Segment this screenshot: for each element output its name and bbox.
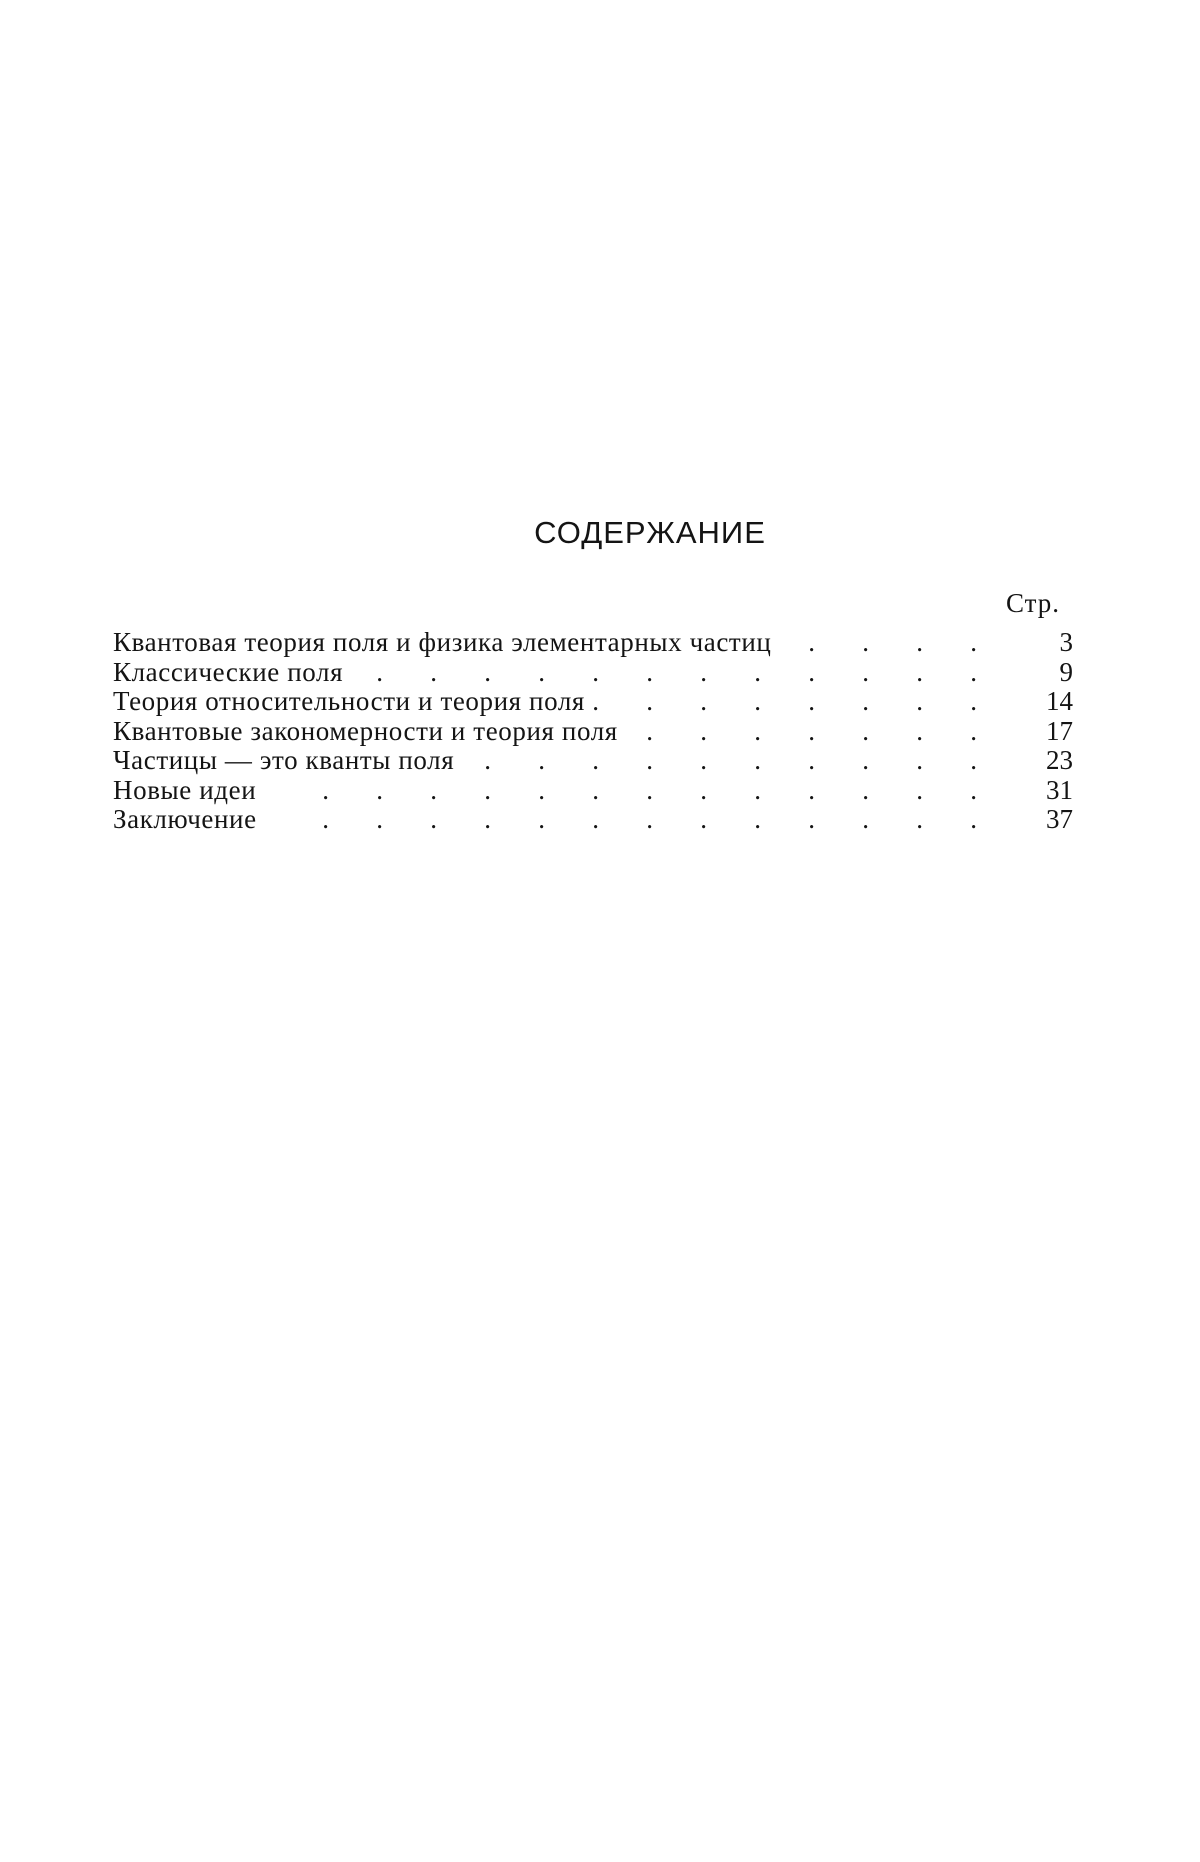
toc-entry[interactable] [113,746,1073,776]
toc-entry-title: Новые идеи [113,776,264,806]
toc-entry-title: Классические поля [113,658,351,688]
page-column-header: Стр. [1006,588,1061,618]
toc-entry[interactable] [113,687,1073,717]
toc-entry-page: 31 [1046,774,1073,805]
toc-entry-page: 3 [1059,627,1073,657]
toc-entry-page: 23 [1046,745,1073,775]
toc-entry-page: 17 [1046,715,1073,746]
toc-entry-title: Квантовые закономерности и теория поля [113,717,626,747]
toc-entry-page: 37 [1046,804,1073,834]
toc-title: СОДЕРЖАНИЕ [534,515,766,550]
toc-list [113,628,1073,835]
toc-entry-title: Заключение [113,805,265,835]
toc-entry[interactable] [113,628,1073,658]
toc-entry[interactable] [113,776,1073,806]
toc-entry[interactable] [113,717,1073,747]
toc-entry[interactable] [113,805,1073,835]
toc-entry-title: Теория относительности и теория поля [113,687,593,717]
toc-entry-title: Квантовая теория поля и физика элементарных частиц [113,628,779,658]
toc-entry-page: 14 [1046,686,1073,716]
toc-entry-page: 9 [1059,656,1073,687]
toc-entry[interactable] [113,658,1073,688]
toc-entry-title: Частицы — это кванты поля [113,746,462,776]
